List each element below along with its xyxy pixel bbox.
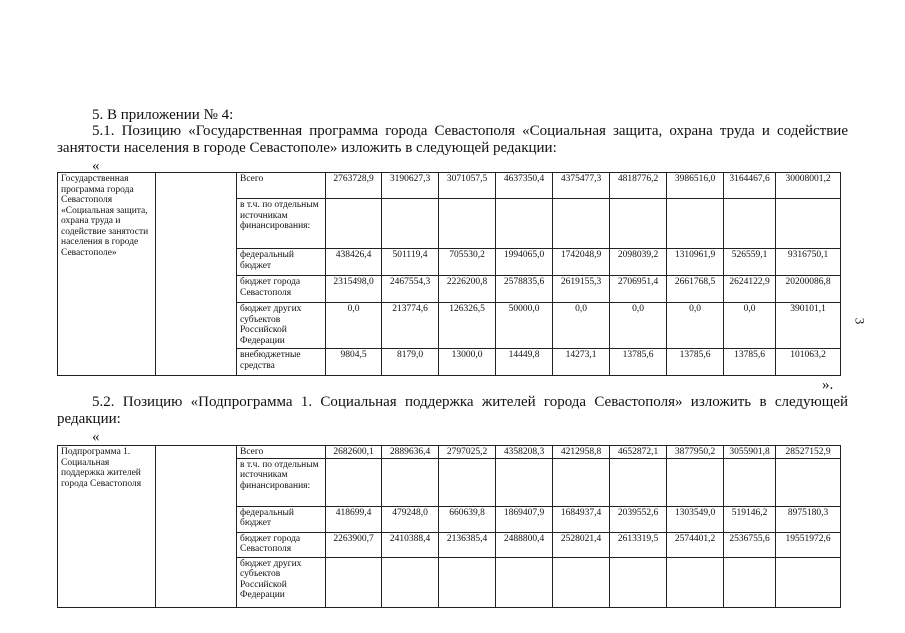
value-cell: 2315498,0 [326,276,382,303]
value-cell [496,199,553,249]
section-heading: 5. В приложении № 4: [92,107,234,123]
value-cell: 14273,1 [553,349,610,376]
value-cell [724,199,776,249]
item-5-2-line-2: редакции: [57,411,121,427]
value-cell: 501119,4 [382,249,439,276]
value-cell: 1742048,9 [553,249,610,276]
value-cell: 2763728,9 [326,173,382,199]
value-cell: 2488800,4 [496,532,553,557]
funding-source-cell: бюджет города Севастополя [237,276,326,303]
value-cell: 2889636,4 [382,446,439,459]
value-cell: 0,0 [667,303,724,349]
funding-source-cell: внебюджетные средства [237,349,326,376]
value-cell [724,458,776,506]
opening-quote-2: « [92,429,100,445]
value-cell: 2136385,4 [439,532,496,557]
value-cell [326,458,382,506]
value-cell: 0,0 [610,303,667,349]
value-cell: 9804,5 [326,349,382,376]
value-cell: 2682600,1 [326,446,382,459]
value-cell: 519146,2 [724,506,776,532]
total-value-cell [776,557,841,607]
value-cell [610,199,667,249]
page-number: 3 [852,317,868,325]
value-cell: 3055901,8 [724,446,776,459]
funding-source-cell: федеральный бюджет [237,506,326,532]
value-cell [667,458,724,506]
value-cell [326,557,382,607]
value-cell: 2619155,3 [553,276,610,303]
table-row [58,446,841,459]
funding-source-cell: бюджет других субъектов Российской Федерации [237,303,326,349]
total-value-cell [776,199,841,249]
total-value-cell: 20200086,8 [776,276,841,303]
item-5-1-line-2: занятости населения в городе Севастополе» изложить в следующей редакции: [57,140,557,156]
funding-source-cell: Всего [237,173,326,199]
value-cell: 3877950,2 [667,446,724,459]
value-cell: 4637350,4 [496,173,553,199]
total-value-cell: 30008001,2 [776,173,841,199]
item-5-1-line-1: 5.1. Позицию «Государственная программа города Севастополя «Социальная защита, охрана труда и содействие [92,123,848,139]
value-cell [553,458,610,506]
value-cell: 13000,0 [439,349,496,376]
value-cell: 2467554,3 [382,276,439,303]
total-value-cell: 8975180,3 [776,506,841,532]
funding-source-cell: в т.ч. по отдельным источникам финансирования: [237,458,326,506]
program-name-cell: Государственная программа города Севастополя «Социальная защита, охрана труда и содействие занятости населения в городе Севастополе» [58,173,156,376]
value-cell: 13785,6 [724,349,776,376]
value-cell: 2536755,6 [724,532,776,557]
total-value-cell: 9316750,1 [776,249,841,276]
funding-source-cell: бюджет города Севастополя [237,532,326,557]
value-cell: 2613319,5 [610,532,667,557]
value-cell: 0,0 [326,303,382,349]
value-cell: 4375477,3 [553,173,610,199]
value-cell: 1310961,9 [667,249,724,276]
value-cell: 2574401,2 [667,532,724,557]
value-cell [382,458,439,506]
value-cell [439,199,496,249]
value-cell: 2226200,8 [439,276,496,303]
value-cell: 13785,6 [610,349,667,376]
program-name-cell: Подпрограмма 1. Социальная поддержка жителей города Севастополя [58,446,156,608]
value-cell [553,557,610,607]
table-row [58,173,841,199]
value-cell: 2578835,6 [496,276,553,303]
value-cell: 13785,6 [667,349,724,376]
value-cell [382,199,439,249]
value-cell: 1869407,9 [496,506,553,532]
value-cell: 526559,1 [724,249,776,276]
value-cell [326,199,382,249]
value-cell [496,557,553,607]
value-cell: 50000,0 [496,303,553,349]
blank-column-cell [156,173,237,376]
value-cell: 2661768,5 [667,276,724,303]
value-cell: 1684937,4 [553,506,610,532]
value-cell [724,557,776,607]
value-cell: 0,0 [553,303,610,349]
total-value-cell: 390101,1 [776,303,841,349]
value-cell: 0,0 [724,303,776,349]
value-cell: 126326,5 [439,303,496,349]
value-cell [439,458,496,506]
blank-column-cell [156,446,237,608]
value-cell: 2528021,4 [553,532,610,557]
value-cell: 2706951,4 [610,276,667,303]
funding-source-cell: федеральный бюджет [237,249,326,276]
budget-table-program [57,172,841,376]
value-cell: 3071057,5 [439,173,496,199]
value-cell: 4358208,3 [496,446,553,459]
budget-table-subprogram [57,445,841,608]
value-cell [496,458,553,506]
value-cell: 479248,0 [382,506,439,532]
value-cell: 4818776,2 [610,173,667,199]
closing-quote: ». [822,377,834,393]
value-cell: 3164467,6 [724,173,776,199]
value-cell: 213774,6 [382,303,439,349]
total-value-cell: 19551972,6 [776,532,841,557]
value-cell: 2098039,2 [610,249,667,276]
item-5-2-line-1: 5.2. Позицию «Подпрограмма 1. Социальная поддержка жителей города Севастополя» изложить в следующей [92,394,848,410]
value-cell: 8179,0 [382,349,439,376]
value-cell [610,557,667,607]
value-cell [667,199,724,249]
value-cell: 2039552,6 [610,506,667,532]
opening-quote-1: « [92,158,100,174]
value-cell: 438426,4 [326,249,382,276]
value-cell: 1303549,0 [667,506,724,532]
total-value-cell: 28527152,9 [776,446,841,459]
value-cell: 2797025,2 [439,446,496,459]
value-cell: 4652872,1 [610,446,667,459]
value-cell: 4212958,8 [553,446,610,459]
funding-source-cell: бюджет других субъектов Российской Федерации [237,557,326,607]
value-cell: 705530,2 [439,249,496,276]
total-value-cell [776,458,841,506]
value-cell: 3190627,3 [382,173,439,199]
value-cell: 14449,8 [496,349,553,376]
value-cell: 3986516,0 [667,173,724,199]
funding-source-cell: в т.ч. по отдельным источникам финансирования: [237,199,326,249]
value-cell [553,199,610,249]
value-cell: 1994065,0 [496,249,553,276]
value-cell: 2410388,4 [382,532,439,557]
value-cell: 2263900,7 [326,532,382,557]
value-cell [382,557,439,607]
value-cell [439,557,496,607]
value-cell: 2624122,9 [724,276,776,303]
funding-source-cell: Всего [237,446,326,459]
value-cell: 660639,8 [439,506,496,532]
value-cell [667,557,724,607]
total-value-cell: 101063,2 [776,349,841,376]
value-cell: 418699,4 [326,506,382,532]
value-cell [610,458,667,506]
